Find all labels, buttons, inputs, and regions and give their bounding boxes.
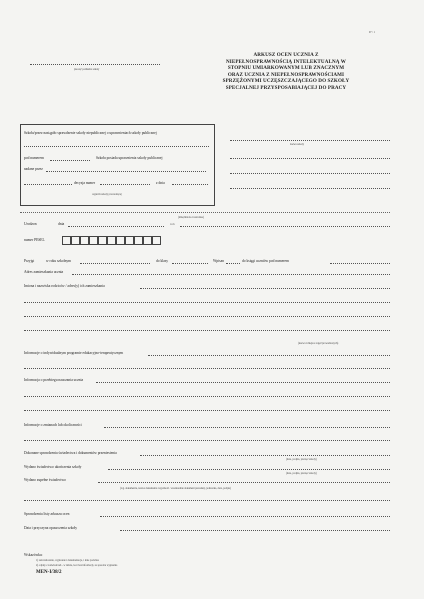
box-dots-4[interactable] [24, 184, 72, 185]
progress-field-1[interactable] [96, 382, 390, 383]
work-caption: (data, podpis, pieczęć szkoły) [286, 458, 317, 461]
leave-caption: (data, podpis, pieczęć szkoły) [286, 472, 317, 475]
box-decision-field[interactable] [100, 184, 150, 185]
school-name-line-2 [230, 158, 390, 159]
parents-field-2[interactable] [24, 302, 390, 303]
checked-label: Sprawdzenia listy arkuszu ocen [24, 512, 70, 516]
school-name-line-3 [230, 173, 390, 174]
admit-entry-field[interactable] [226, 263, 240, 264]
pesel-label: numer PESEL [24, 238, 45, 242]
notes-label: Wskazówka: [24, 553, 43, 557]
box-date-field[interactable] [172, 184, 208, 185]
note-2: 2) odpisy z zaświadczeń - w dziale, lecz bez informacji, ze sposobu wypisania [36, 564, 118, 567]
school-stamp-line [30, 64, 160, 65]
pesel-digit-box[interactable] [62, 236, 71, 245]
school-name-caption: nazwa szkoły [290, 143, 305, 146]
form-code: MEN-I/38/2 [36, 570, 62, 575]
admit-label-a: Przyjęt [24, 259, 35, 263]
name-line[interactable] [20, 212, 390, 213]
other-field-1[interactable] [104, 427, 390, 428]
work-label: Dokonane sprawdzenia świadectwa i dokumentów przeniesienia [24, 451, 117, 455]
parents-field-1[interactable] [140, 288, 390, 289]
pesel-digit-box[interactable] [107, 236, 116, 245]
admit-year-field[interactable] [80, 263, 150, 264]
pesel-digit-box[interactable] [152, 236, 161, 245]
certificate-field[interactable] [98, 482, 390, 483]
work-field[interactable] [140, 455, 390, 456]
in-label: w m [170, 223, 175, 226]
parents-field-3[interactable] [24, 316, 390, 317]
admit-label-b: w roku szkolnym [46, 259, 71, 263]
born-label: Urodzon [24, 222, 37, 226]
program-caption: (nazwa i miejsce zajęć/prowadzonych) [298, 342, 339, 345]
box-line-1: Szkoła/przez nastąpiło sprawdzenie szkoły niepublicznej o uprawnieniach szkoły publicznej [24, 131, 157, 135]
pesel-digit-box[interactable] [89, 236, 98, 245]
other-label: Informacje o zmianach lub okoliczności [24, 423, 82, 427]
certificate-caption: (wg. dokumentu, nazwa dokumentu i zgodność / ewentualnie dokument przesłany, jednostka, data, podpis) [120, 487, 231, 490]
address-field[interactable] [72, 274, 390, 275]
pesel-digit-box[interactable] [125, 236, 134, 245]
leave-label: Wydano świadectwo ukończenia szkoły [24, 465, 82, 469]
address-label: Adres zamieszkania ucznia [24, 270, 64, 274]
pesel-digit-box[interactable] [80, 236, 89, 245]
box-line-3: nadane przez [24, 167, 43, 171]
progress-label: Informacja o przebiegu nauczania ucznia [24, 378, 84, 382]
pesel-digit-box[interactable] [98, 236, 107, 245]
admit-label-c: do klasy [156, 259, 169, 263]
box-line-5: organ/m szkoły prowadzącej [92, 193, 122, 196]
leave-field[interactable] [108, 469, 390, 470]
school-name-line-1 [230, 140, 390, 141]
name-caption: (imię/imiona i nazwisko) [178, 216, 205, 219]
other-field-2[interactable] [24, 440, 390, 441]
admit-class-field[interactable] [172, 263, 208, 264]
form-number: 97 / 1 [369, 31, 375, 34]
admit-label-e: do księgi uczniów pod numerem [242, 259, 289, 263]
note-1: 1) zaświadczenie, wypisanie i dokumentacja, i inne podobne [36, 559, 99, 562]
program-field-1[interactable] [148, 355, 390, 356]
box-line-4a: decyzja numer [74, 181, 96, 185]
parents-label: Imiona i nazwiska rodziców / adres(y) ich zamieszkania [24, 284, 105, 288]
box-number-field[interactable] [50, 160, 90, 161]
school-stamp-caption: pieczęć podłużna szkoły [74, 68, 100, 71]
parents-field-4[interactable] [24, 330, 390, 331]
pesel-digit-box[interactable] [134, 236, 143, 245]
program-field-2[interactable] [24, 368, 390, 369]
pesel-digit-box[interactable] [143, 236, 152, 245]
date-field[interactable] [120, 530, 390, 531]
admit-register-field[interactable] [330, 263, 390, 264]
certificate-field-2[interactable] [24, 500, 390, 501]
progress-field-3[interactable] [24, 410, 390, 411]
school-name-line-4 [230, 188, 390, 189]
box-line-4b: z dnia [156, 181, 165, 185]
born-date-field[interactable] [68, 226, 164, 227]
box-line-2b: Szkoła posiada uprawnienia szkoły publicznej [96, 156, 163, 160]
certificate-label: Wydano zupełne świadectwo [24, 478, 66, 482]
born-place-field[interactable] [180, 226, 390, 227]
date-label: Data i przyczyna opuszczenia szkoły [24, 526, 78, 530]
admit-label-d: Wpisan [213, 259, 224, 263]
progress-field-2[interactable] [24, 396, 390, 397]
checked-field[interactable] [100, 516, 390, 517]
day-label: dnia [58, 222, 65, 226]
pesel-digit-box[interactable] [116, 236, 125, 245]
box-dots-1[interactable] [24, 146, 209, 147]
form-title: ARKUSZ OCEN UCZNIA Z NIEPEŁNOSPRAWNOŚCIĄ INTELEKTUALNĄ W STOPNIU UMIARKOWANYM LUB ZNACZNYM ORAZ UCZNIA Z NIEPEŁNOSPRAWNOŚCIAMI SPRZĘŻONYMI UCZĘSZCZAJĄCEGO DO SZKOŁY SPECJALNEJ PRZYSPOSABIAJĄCEJ DO PRACY [222, 52, 350, 91]
pesel-digit-box[interactable] [71, 236, 80, 245]
program-label: Informacje o indywidualnym programie edukacyjno-terapeutycznym [24, 351, 124, 355]
box-granted-field[interactable] [46, 171, 206, 172]
box-line-2a: pod numerem [24, 156, 44, 160]
